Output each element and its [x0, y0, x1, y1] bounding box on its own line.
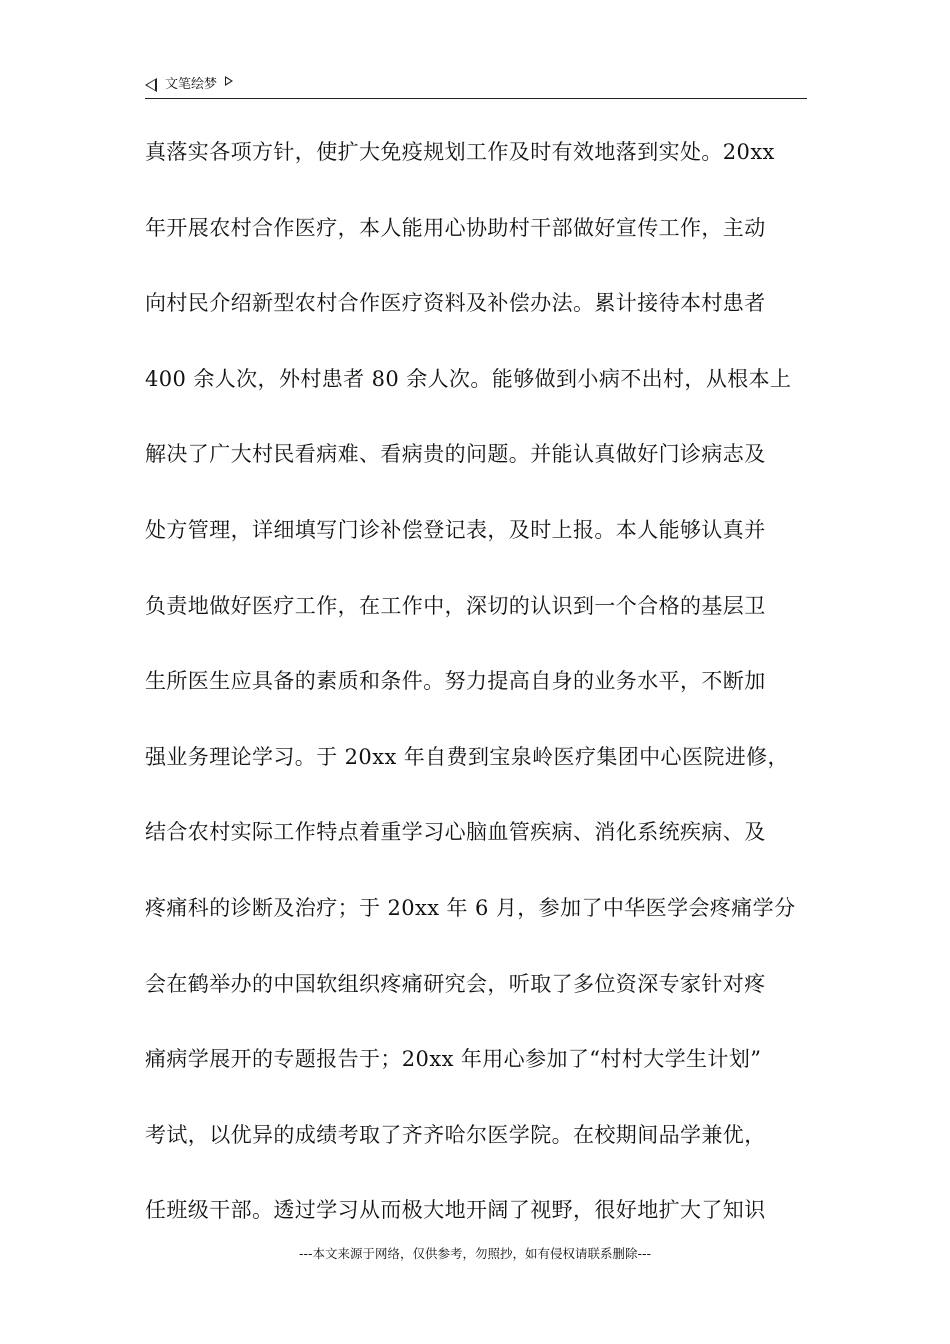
triangle-right-icon — [225, 76, 233, 86]
body-line-12: 会在鹤举办的中国软组织疼痛研究会，听取了多位资深专家针对疼 — [145, 971, 766, 996]
body-line-11: 疼痛科的诊断及治疗；于 20xx 年 6 月，参加了中华医学会疼痛学分 — [145, 895, 796, 920]
body-line-9: 强业务理论学习。于 20xx 年自费到宝泉岭医疗集团中心医院进修， — [145, 744, 789, 769]
body-line-15: 任班级干部。透过学习从而极大地开阔了视野，很好地扩大了知识 — [145, 1198, 766, 1223]
body-line-5: 解决了广大村民看病难、看病贵的问题。并能认真做好门诊病志及 — [145, 442, 766, 467]
body-line-10: 结合农村实际工作特点着重学习心脑血管疾病、消化系统疾病、及 — [145, 820, 766, 845]
body-line-13: 痛病学展开的专题报告于；20xx 年用心参加了“村村大学生计划” — [145, 1047, 762, 1072]
triangle-left-icon — [145, 78, 157, 92]
body-line-7: 负责地做好医疗工作，在工作中，深切的认识到一个合格的基层卫 — [145, 593, 766, 618]
document-body — [145, 118, 809, 1252]
body-line-14: 考试，以优异的成绩考取了齐齐哈尔医学院。在校期间品学兼优， — [145, 1122, 766, 1147]
footer-notice: ---本文来源于网络，仅供参考，勿照抄，如有侵权请联系删除--- — [298, 1246, 652, 1261]
body-line-3: 向村民介绍新型农村合作医疗资料及补偿办法。累计接待本村患者 — [145, 291, 766, 316]
header-title: 文笔绘梦 — [165, 77, 218, 92]
body-line-8: 生所医生应具备的素质和条件。努力提高自身的业务水平，不断加 — [145, 669, 766, 694]
body-line-6: 处方管理，详细填写门诊补偿登记表，及时上报。本人能够认真并 — [145, 517, 766, 542]
page-header — [145, 72, 807, 99]
body-line-4: 400 余人次，外村患者 80 余人次。能够做到小病不出村，从根本上 — [145, 366, 792, 391]
body-line-2: 年开展农村合作医疗，本人能用心协助村干部做好宣传工作，主动 — [145, 215, 766, 240]
body-line-1: 真落实各项方针，使扩大免疫规划工作及时有效地落到实处。20xx — [145, 140, 775, 164]
